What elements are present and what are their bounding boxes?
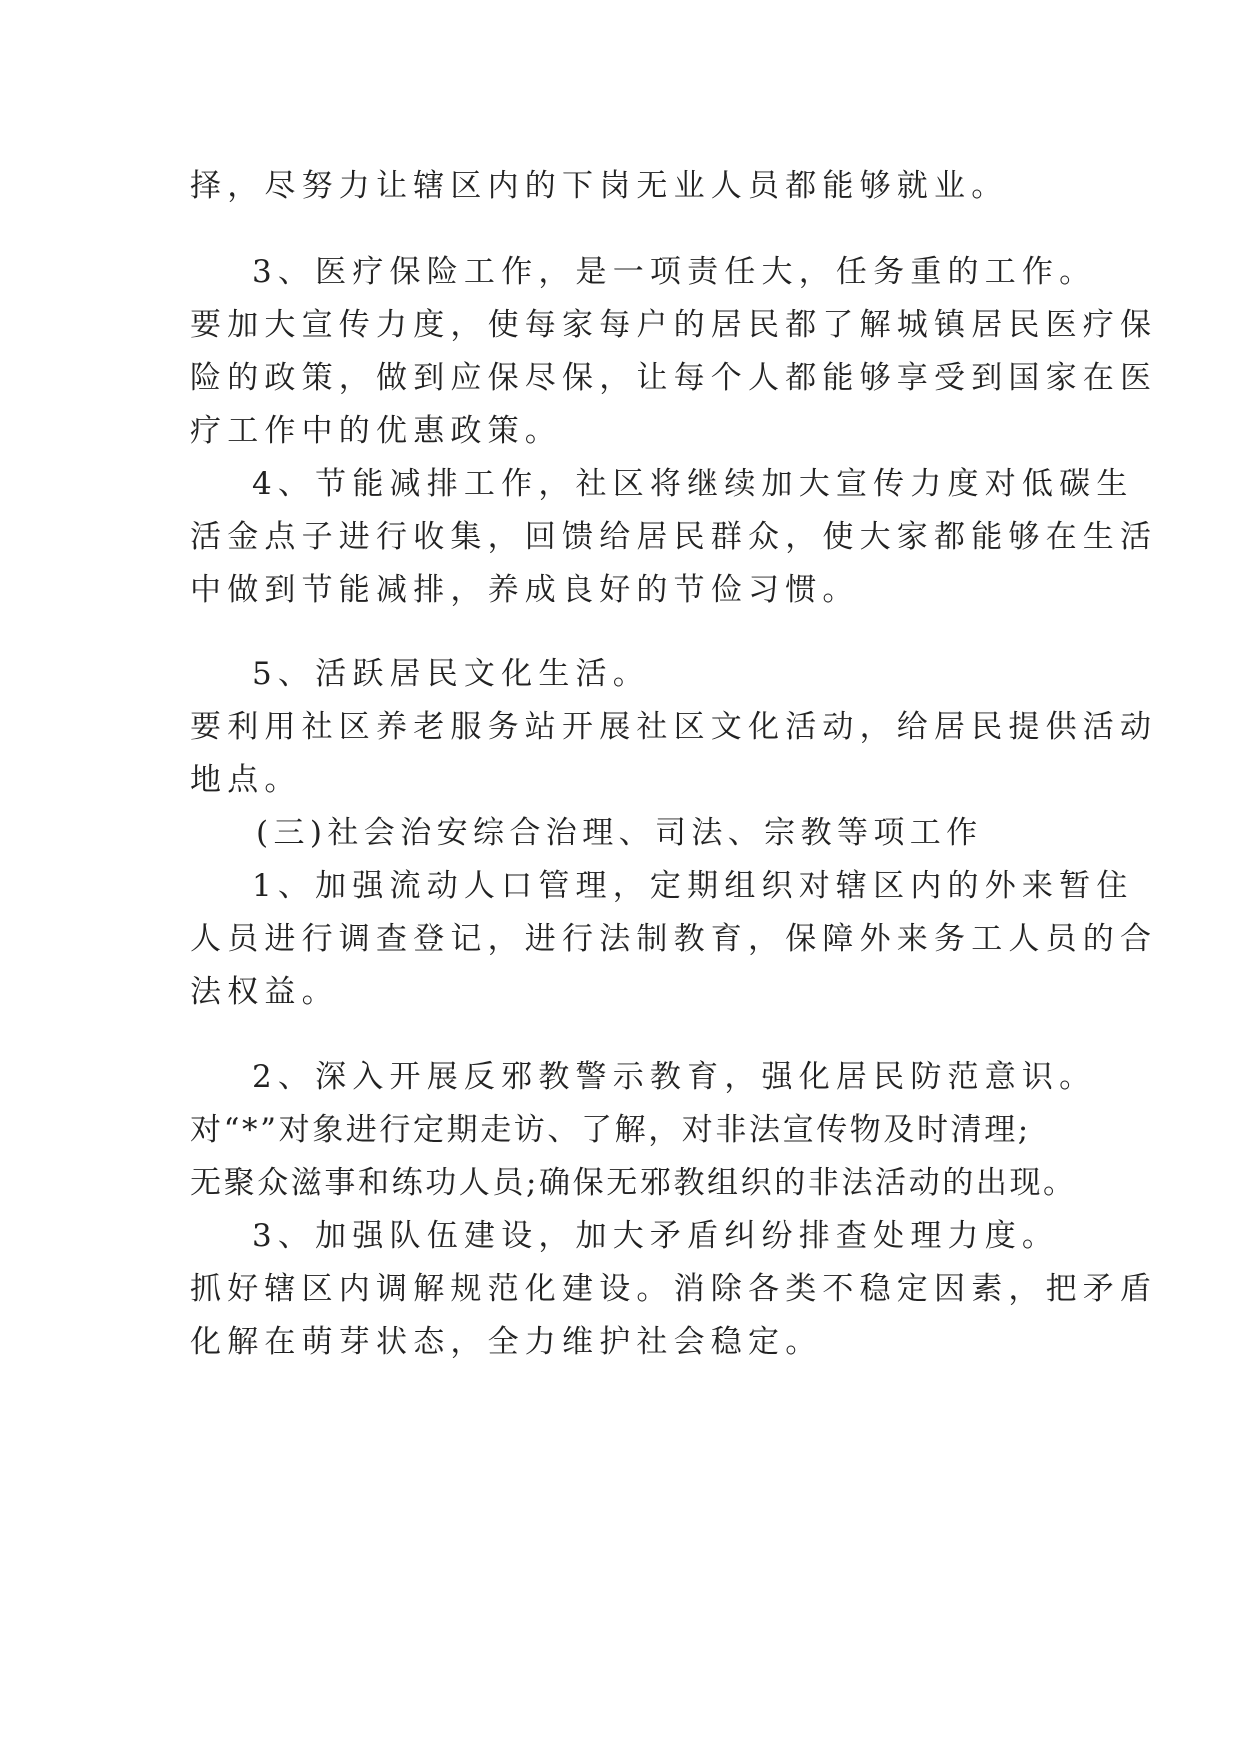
text-line: 疗工作中的优惠政策。 bbox=[190, 413, 562, 449]
text-line: 险的政策，做到应保尽保，让每个人都能够享受到国家在医 bbox=[190, 360, 1158, 396]
section-heading: 3、加强队伍建设，加大矛盾纠纷排查处理力度。 bbox=[252, 1218, 1060, 1254]
section-title: (三)社会治安综合治理、司法、宗教等项工作 bbox=[256, 815, 983, 851]
text-line: 人员进行调查登记，进行法制教育，保障外来务工人员的合 bbox=[190, 921, 1158, 957]
text-line: 无聚众滋事和练功人员;确保无邪教组织的非法活动的出现。 bbox=[190, 1165, 1077, 1201]
text-line: 中做到节能减排，养成良好的节俭习惯。 bbox=[190, 572, 860, 608]
text-line: 化解在萌芽状态，全力维护社会稳定。 bbox=[190, 1324, 823, 1360]
section-heading: 5、活跃居民文化生活。 bbox=[252, 656, 650, 692]
text-line: 活金点子进行收集，回馈给居民群众，使大家都能够在生活 bbox=[190, 519, 1158, 555]
text-line: 择，尽努力让辖区内的下岗无业人员都能够就业。 bbox=[190, 168, 1009, 204]
section-heading: 3、医疗保险工作，是一项责任大，任务重的工作。 bbox=[252, 254, 1097, 290]
text-line: 抓好辖区内调解规范化建设。消除各类不稳定因素，把矛盾 bbox=[190, 1271, 1158, 1307]
text-line: 法权益。 bbox=[190, 974, 339, 1010]
section-heading: 2、深入开展反邪教警示教育，强化居民防范意识。 bbox=[252, 1059, 1097, 1095]
section-heading: 1、加强流动人口管理，定期组织对辖区内的外来暂住 bbox=[252, 868, 1134, 904]
text-line: 要加大宣传力度，使每家每户的居民都了解城镇居民医疗保 bbox=[190, 307, 1158, 343]
section-heading: 4、节能减排工作，社区将继续加大宣传力度对低碳生 bbox=[252, 466, 1134, 502]
text-line: 地点。 bbox=[190, 762, 302, 798]
text-line: 对“*”对象进行定期走访、了解，对非法宣传物及时清理; bbox=[190, 1112, 1031, 1148]
text-line: 要利用社区养老服务站开展社区文化活动，给居民提供活动 bbox=[190, 709, 1158, 745]
